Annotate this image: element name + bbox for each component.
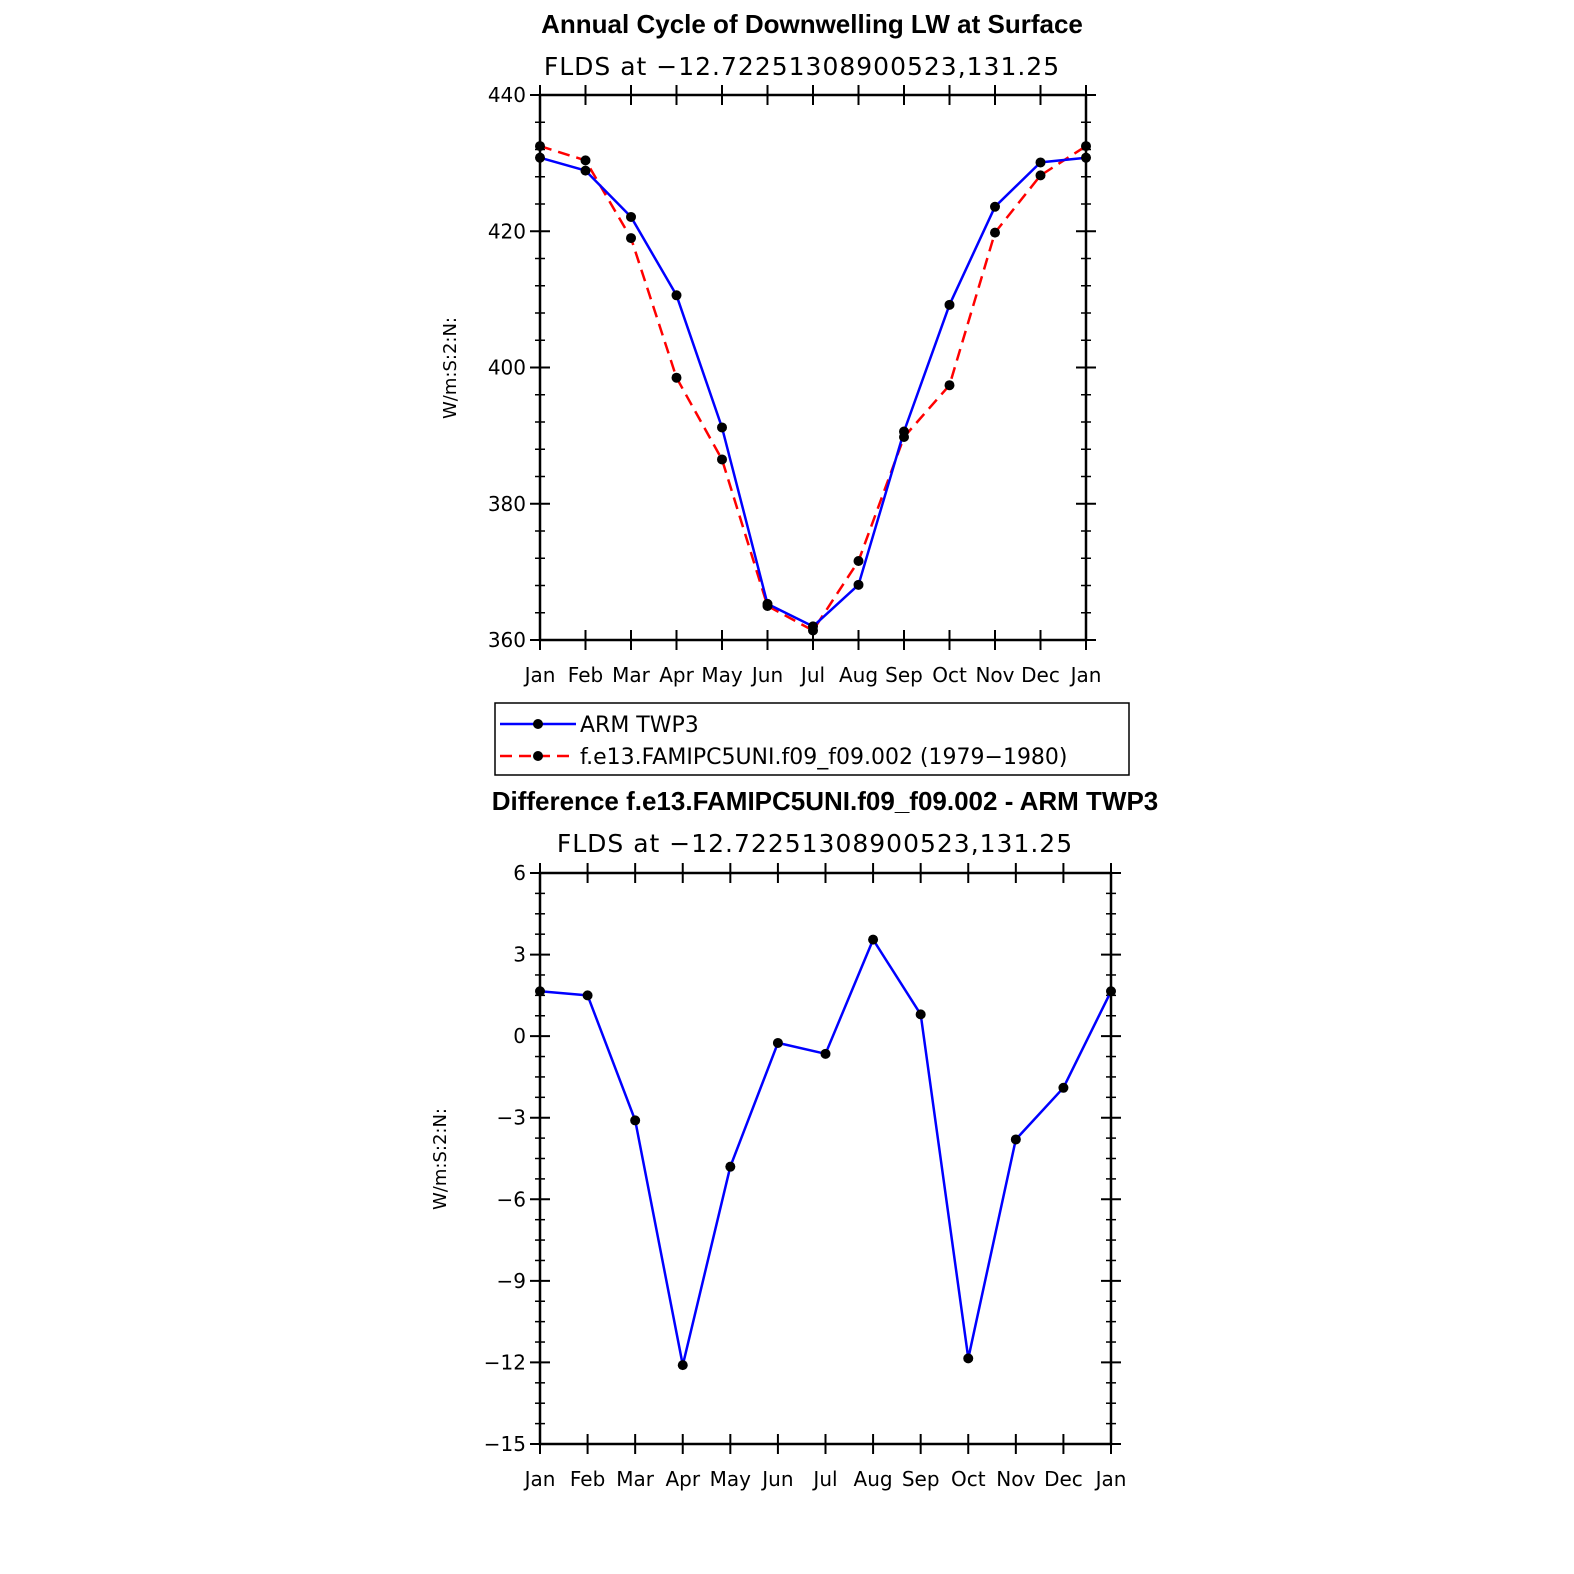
top-y-tick-label: 360 [487,628,526,652]
bottom-x-tick-label: Jan [524,1467,556,1491]
top-x-tick-label: Sep [885,663,923,687]
top-series-line-0 [540,158,1086,627]
top-series-1-point [945,380,955,390]
bottom-x-tick-label: Oct [950,1467,986,1491]
legend [495,703,1129,775]
bottom-y-tick-label: −12 [483,1350,526,1375]
bottom-series-0-point [535,986,545,996]
bottom-y-tick-label: −3 [496,1105,526,1130]
top-x-tick-label: Dec [1021,663,1060,687]
bottom-x-tick-label: Jun [762,1467,794,1491]
bottom-x-tick-label: Nov [996,1467,1036,1491]
top-series-0-point [945,300,955,310]
bottom-y-tick-label: −9 [496,1268,526,1293]
top-series-1-point [717,454,727,464]
top-series-0-point [535,153,545,163]
top-series-1-point [854,556,864,566]
top-series-1-point [626,233,636,243]
top-chart-title: Annual Cycle of Downwelling LW at Surface [541,9,1083,39]
top-series-1-point [899,432,909,442]
bottom-y-tick-label: 6 [513,861,526,885]
bottom-series-0-point [821,1049,831,1059]
bottom-x-tick-label: Aug [853,1467,893,1491]
bottom-x-tick-label: Dec [1044,1467,1083,1491]
top-series-0-point [1081,153,1091,163]
top-series-1-point [990,228,1000,238]
top-x-tick-label: Jan [524,663,556,687]
bottom-plot-frame [540,873,1111,1444]
top-chart-plot-area [488,83,1102,687]
top-series-0-point [1036,157,1046,167]
bottom-series-0-point [1058,1083,1068,1093]
top-x-tick-label: Aug [838,663,879,687]
bottom-chart-plot-area [484,861,1127,1491]
legend-marker-arm-twp3 [533,719,543,729]
top-series-0-point [990,202,1000,212]
bottom-x-tick-label: Jul [813,1467,838,1491]
top-y-tick-label: 440 [487,83,526,107]
top-y-tick-label: 400 [487,355,526,380]
top-series-1-point [1081,141,1091,151]
top-series-line-1 [540,146,1086,630]
bottom-series-0-point [678,1360,688,1370]
top-series-1-point [1036,170,1046,180]
bottom-series-0-point [630,1115,640,1125]
bottom-chart-y-axis-label: W/m:S:2:N: [430,1108,451,1210]
top-chart-subtitle: FLDS at −12.72251308900523,131.25 [543,52,1061,81]
top-series-1-point [581,155,591,165]
top-series-0-point [581,166,591,176]
top-x-tick-label: Oct [932,663,967,687]
top-y-tick-label: 380 [487,491,526,516]
bottom-y-tick-label: 3 [513,942,526,967]
top-chart-y-axis-label: W/m:S:2:N: [440,317,461,419]
legend-label-arm-twp3: ARM TWP3 [580,713,699,738]
top-x-tick-label: Jul [800,663,826,687]
top-series-1-point [535,141,545,151]
top-series-0-point [626,212,636,222]
bottom-series-0-point [1011,1134,1021,1144]
bottom-series-0-point [1106,986,1116,996]
bottom-x-tick-label: Apr [665,1467,701,1491]
top-x-tick-label: Nov [975,663,1015,687]
top-x-tick-label: Apr [659,663,694,687]
top-series-0-point [717,422,727,432]
bottom-y-tick-label: −6 [496,1187,526,1212]
legend-marker-model [533,751,543,761]
top-series-0-point [672,290,682,300]
bottom-y-tick-label: −15 [483,1432,526,1456]
bottom-y-tick-label: 0 [513,1024,526,1049]
bottom-chart-title: Difference f.e13.FAMIPC5UNI.f09_f09.002 - ARM TWP3 [491,786,1159,816]
top-x-tick-label: Mar [612,663,650,687]
bottom-series-line-0 [540,940,1111,1366]
bottom-series-0-point [916,1009,926,1019]
bottom-series-0-point [773,1038,783,1048]
bottom-x-tick-label: Sep [901,1467,940,1491]
bottom-x-tick-label: Feb [569,1467,606,1491]
bottom-x-tick-label: May [709,1467,752,1491]
top-series-0-point [854,580,864,590]
top-x-tick-label: Jun [751,663,784,687]
top-series-1-point [763,601,773,611]
bottom-series-0-point [963,1353,973,1363]
bottom-x-tick-label: Mar [616,1467,655,1491]
top-plot-frame [540,95,1086,640]
top-y-tick-label: 420 [487,219,526,244]
top-series-1-point [808,625,818,635]
bottom-series-0-point [725,1162,735,1172]
bottom-x-tick-label: Jan [1095,1467,1127,1491]
top-series-1-point [672,373,682,383]
top-x-tick-label: Jan [1070,663,1102,687]
bottom-chart-subtitle: FLDS at −12.72251308900523,131.25 [556,829,1074,858]
bottom-series-0-point [583,990,593,1000]
top-x-tick-label: Feb [567,663,604,687]
legend-label-model: f.e13.FAMIPC5UNI.f09_f09.002 (1979−1980) [580,745,1068,770]
bottom-series-0-point [868,935,878,945]
top-x-tick-label: May [701,663,743,687]
